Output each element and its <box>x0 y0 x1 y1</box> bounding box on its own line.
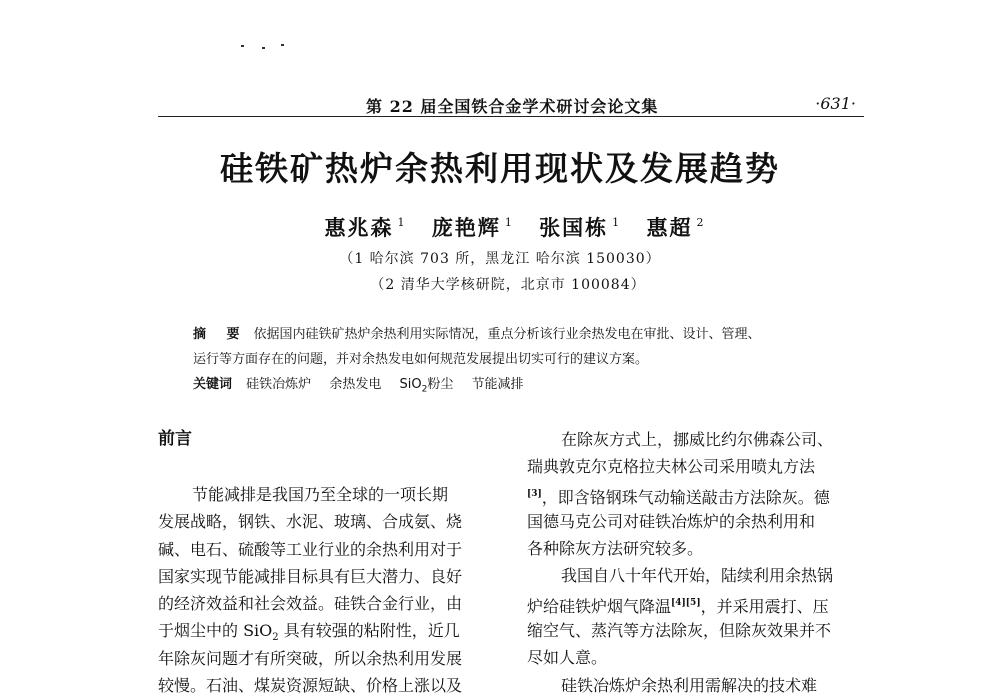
author: 惠超 $^2$ <box>646 215 706 240</box>
text-line: 缩空气、蒸汽等方法除灰，但除灰效果并不 <box>527 621 832 641</box>
affiliation-mark: 1 <box>397 216 407 229</box>
affiliation-mark: 2 <box>696 216 706 229</box>
scan-speck <box>262 47 265 49</box>
scan-speck <box>281 44 284 46</box>
paper-title: 硅铁矿热炉余热利用现状及发展趋势 <box>220 149 780 188</box>
affiliation-2: （2 清华大学核研院，北京市 100084） <box>370 277 646 293</box>
text-line: 发展战略，钢铁、水泥、玻璃、合成氨、烧 <box>158 512 463 532</box>
text-line: 于烟尘中的 SiO$_2$ 具有较强的粘附性，近几 <box>158 621 460 644</box>
author: 惠兆森 $^1$ <box>324 215 407 240</box>
keywords-line <box>193 373 833 398</box>
reference-mark: [4][5] <box>671 597 701 608</box>
text-line: 碱、电石、硫酸等工业行业的余热利用对于 <box>158 539 463 559</box>
right-column <box>527 426 863 699</box>
left-column <box>158 426 494 699</box>
text-line: 各种除灰方法研究较多。 <box>527 539 704 559</box>
text-line: 在除灰方式上，挪威比约尔佛森公司、 <box>561 430 834 449</box>
text-line: 年除灰问题才有所突破，所以余热利用发展 <box>158 648 463 668</box>
text-line: 炉给硅铁炉烟气降温[4][5]，并采用震打、压 <box>527 596 829 616</box>
text-line: 尽如人意。 <box>527 648 608 668</box>
text-line: 我国自八十年代开始，陆续利用余热锅 <box>561 566 834 586</box>
keyword: SiO$_2$粉尘 <box>399 377 454 395</box>
text-line: 的经济效益和社会效益。硅铁合金行业，由 <box>158 594 463 614</box>
section-title-preface: 前言 <box>158 429 192 449</box>
text-line: 瑞典敦克尔克格拉夫林公司采用喷丸方法 <box>527 457 816 477</box>
keyword: 硅铁冶炼炉 <box>246 377 312 392</box>
keywords-label: 关键词 <box>193 377 233 392</box>
journal-title: 第 22 届全国铁合金学术研讨会论文集 <box>366 97 659 116</box>
abstract-label: 摘 要 <box>193 327 248 342</box>
running-header <box>158 94 864 117</box>
abstract <box>193 323 833 398</box>
text-line: 硅铁冶炼炉余热利用需解决的技术难 <box>561 675 818 695</box>
author: 庞艳辉 $^1$ <box>431 215 514 240</box>
text-line: 节能减排是我国乃至全球的一项长期 <box>192 485 449 504</box>
author: 张国栋 $^1$ <box>539 215 622 240</box>
text-line: 国家实现节能减排目标具有巨大潜力、良好 <box>158 566 463 586</box>
keyword: 余热发电 <box>329 377 382 392</box>
text-line: [3]，即含铬钢珠气动输送敲击方法除灰。德 <box>527 487 830 507</box>
abstract-line: 摘 要 依据国内硅铁矿热炉余热利用实际情况，重点分析该行业余热发电在审批、设计、管理、 <box>193 327 761 342</box>
page-number: ·631· <box>815 94 856 113</box>
affiliation-mark: 1 <box>612 216 622 229</box>
scan-speck <box>241 45 244 47</box>
keyword: 节能减排 <box>471 377 524 392</box>
reference-mark: [3] <box>527 488 542 499</box>
abstract-line: 运行等方面存在的问题，并对余热发电如何规范发展提出切实可行的建议方案。 <box>193 352 649 367</box>
affiliation-1: （1 哈尔滨 703 所，黑龙江 哈尔滨 150030） <box>339 251 661 267</box>
text-line: 较慢。石油、煤炭资源短缺、价格上涨以及 <box>158 676 463 696</box>
author-list <box>300 212 730 242</box>
text-line: 国德马克公司对硅铁冶炼炉的余热利用和 <box>527 511 816 531</box>
affiliation-mark: 1 <box>504 216 514 229</box>
